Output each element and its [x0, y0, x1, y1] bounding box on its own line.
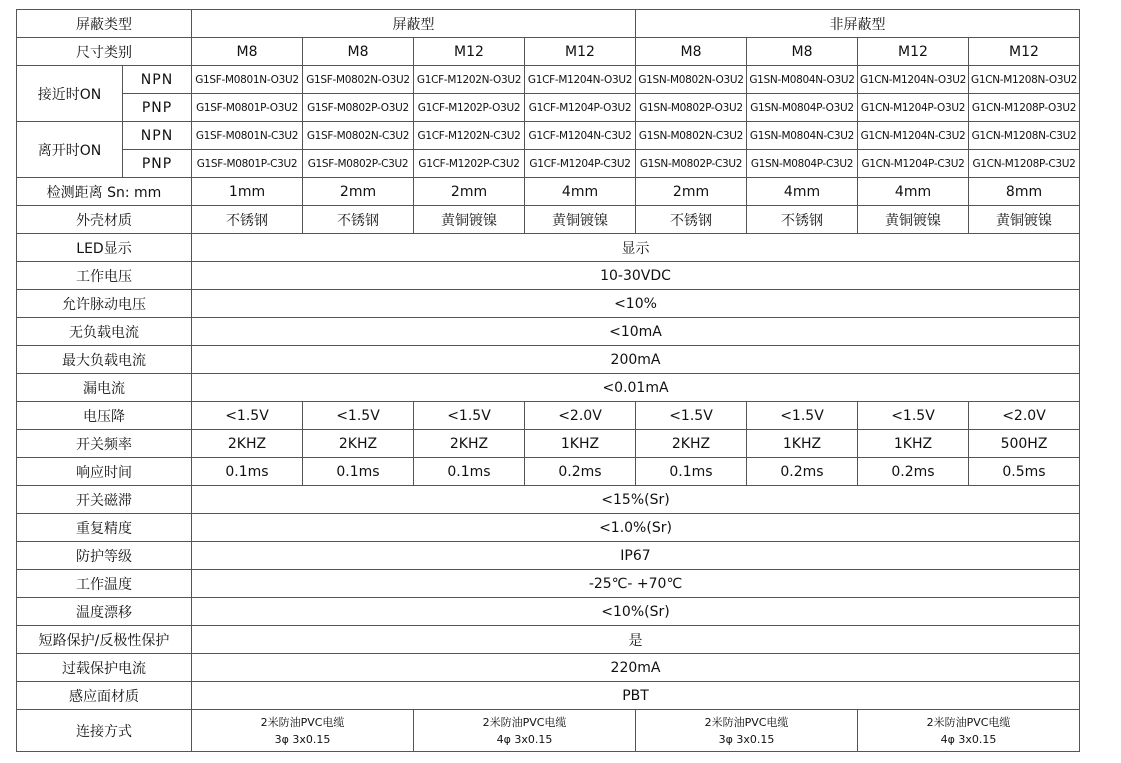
spec-label: LED显示: [17, 234, 192, 262]
part-number-cell: G1SF-M0801N-C3U2: [192, 122, 303, 150]
connection-cell: [636, 710, 858, 752]
spec-value-cell: 8mm: [969, 178, 1080, 206]
spec-value-cell: 0.2ms: [858, 458, 969, 486]
connection-cell: [858, 710, 1080, 752]
spec-value-cell: <1.5V: [636, 402, 747, 430]
spec-label: 工作电压: [17, 262, 192, 290]
spec-value-cell: 500HZ: [969, 430, 1080, 458]
spec-label: 响应时间: [17, 458, 192, 486]
spec-value-cell: <1.5V: [747, 402, 858, 430]
part-number-cell: G1SN-M0804N-C3U2: [747, 122, 858, 150]
spec-value-cell: 4mm: [525, 178, 636, 206]
part-number-cell: G1SN-M0802P-C3U2: [636, 150, 747, 178]
part-number-cell: G1CF-M1204N-C3U2: [525, 122, 636, 150]
part-number-cell: G1SN-M0804N-O3U2: [747, 66, 858, 94]
spec-value-cell: 0.2ms: [747, 458, 858, 486]
spec-value-cell: 2KHZ: [636, 430, 747, 458]
part-number-cell: G1CF-M1202P-O3U2: [414, 94, 525, 122]
cable-spec: 3φ 3x0.15: [274, 732, 331, 746]
part-number-cell: G1CN-M1208P-O3U2: [969, 94, 1080, 122]
spec-row: [17, 514, 1080, 542]
connection-label: 连接方式: [17, 710, 192, 752]
spec-value-cell: 不锈钢: [192, 206, 303, 234]
part-number-cell: G1CF-M1204P-C3U2: [525, 150, 636, 178]
spec-value-cell: 200mA: [192, 346, 1080, 374]
signal-type-label: PNP: [123, 150, 192, 178]
part-number-cell: G1SN-M0802N-O3U2: [636, 66, 747, 94]
cable-spec: 3φ 3x0.15: [718, 732, 775, 746]
part-number-cell: G1SN-M0804P-O3U2: [747, 94, 858, 122]
spec-table: [16, 9, 1080, 752]
part-number-cell: G1CF-M1204N-O3U2: [525, 66, 636, 94]
spec-value-cell: 1KHZ: [747, 430, 858, 458]
spec-table-body: [17, 10, 1080, 752]
spec-value-cell: 0.1ms: [414, 458, 525, 486]
spec-value-cell: 显示: [192, 234, 1080, 262]
output-mode-label: 接近时ON: [17, 66, 123, 122]
spec-value-cell: 不锈钢: [636, 206, 747, 234]
spec-row: [17, 570, 1080, 598]
spec-value-cell: 4mm: [747, 178, 858, 206]
cable-type: 2米防油PVC电缆: [260, 715, 345, 729]
spec-value-cell: <10mA: [192, 318, 1080, 346]
connection-row: [17, 710, 1080, 752]
spec-label: 外壳材质: [17, 206, 192, 234]
spec-label: 检测距离 Sn: mm: [17, 178, 192, 206]
spec-value-cell: <10%(Sr): [192, 598, 1080, 626]
spec-value-cell: <2.0V: [525, 402, 636, 430]
part-number-cell: G1SN-M0802N-C3U2: [636, 122, 747, 150]
part-number-cell: G1CN-M1204P-C3U2: [858, 150, 969, 178]
spec-row: [17, 290, 1080, 318]
spec-label: 允许脉动电压: [17, 290, 192, 318]
spec-label: 电压降: [17, 402, 192, 430]
spec-row: [17, 598, 1080, 626]
size-cell: M8: [303, 38, 414, 66]
spec-value-cell: 1KHZ: [525, 430, 636, 458]
spec-label: 开关磁滞: [17, 486, 192, 514]
shield-type-row: [17, 10, 1080, 38]
spec-label: 工作温度: [17, 570, 192, 598]
part-number-cell: G1CF-M1204P-O3U2: [525, 94, 636, 122]
unshielded-header: 非屏蔽型: [636, 10, 1080, 38]
part-number-cell: G1CN-M1204N-C3U2: [858, 122, 969, 150]
cable-type: 2米防油PVC电缆: [704, 715, 789, 729]
spec-row: [17, 346, 1080, 374]
size-cell: M12: [414, 38, 525, 66]
spec-value-cell: 0.2ms: [525, 458, 636, 486]
signal-type-label: NPN: [123, 66, 192, 94]
spec-value-cell: 0.1ms: [192, 458, 303, 486]
spec-label: 最大负载电流: [17, 346, 192, 374]
spec-value-cell: 2KHZ: [192, 430, 303, 458]
spec-label: 重复精度: [17, 514, 192, 542]
spec-label: 漏电流: [17, 374, 192, 402]
spec-value-cell: 1mm: [192, 178, 303, 206]
part-number-cell: G1SF-M0802P-O3U2: [303, 94, 414, 122]
part-number-cell: G1SF-M0802N-O3U2: [303, 66, 414, 94]
spec-value-cell: 220mA: [192, 654, 1080, 682]
part-number-cell: G1CN-M1204N-O3U2: [858, 66, 969, 94]
connection-cell: [414, 710, 636, 752]
spec-value-cell: 0.1ms: [303, 458, 414, 486]
size-cell: M8: [747, 38, 858, 66]
size-row: [17, 38, 1080, 66]
part-number-cell: G1CN-M1208N-C3U2: [969, 122, 1080, 150]
part-number-cell: G1SF-M0801P-C3U2: [192, 150, 303, 178]
cable-type: 2米防油PVC电缆: [482, 715, 567, 729]
spec-value-cell: 不锈钢: [747, 206, 858, 234]
connection-cell: [192, 710, 414, 752]
spec-label: 防护等级: [17, 542, 192, 570]
signal-type-label: PNP: [123, 94, 192, 122]
part-number-cell: G1SF-M0802P-C3U2: [303, 150, 414, 178]
spec-row: [17, 486, 1080, 514]
size-label: 尺寸类别: [17, 38, 192, 66]
signal-type-label: NPN: [123, 122, 192, 150]
spec-row: [17, 262, 1080, 290]
shield-type-label: 屏蔽类型: [17, 10, 192, 38]
spec-value-cell: <15%(Sr): [192, 486, 1080, 514]
spec-value-cell: -25℃- +70℃: [192, 570, 1080, 598]
spec-label: 无负载电流: [17, 318, 192, 346]
spec-row: [17, 374, 1080, 402]
spec-value-cell: <1.5V: [414, 402, 525, 430]
cable-spec: 4φ 3x0.15: [940, 732, 997, 746]
spec-row: [17, 682, 1080, 710]
spec-value-cell: 10-30VDC: [192, 262, 1080, 290]
part-number-cell: G1SF-M0802N-C3U2: [303, 122, 414, 150]
part-number-row: [17, 94, 1080, 122]
size-cell: M8: [192, 38, 303, 66]
spec-value-cell: 不锈钢: [303, 206, 414, 234]
spec-value-cell: <1.5V: [858, 402, 969, 430]
part-number-cell: G1CN-M1208N-O3U2: [969, 66, 1080, 94]
spec-value-cell: 2KHZ: [414, 430, 525, 458]
spec-value-cell: 黄铜镀镍: [969, 206, 1080, 234]
spec-value-cell: 4mm: [858, 178, 969, 206]
spec-value-cell: 1KHZ: [858, 430, 969, 458]
part-number-cell: G1SN-M0802P-O3U2: [636, 94, 747, 122]
part-number-cell: G1CF-M1202N-C3U2: [414, 122, 525, 150]
spec-value-cell: 2KHZ: [303, 430, 414, 458]
spec-value-cell: PBT: [192, 682, 1080, 710]
spec-value-cell: 黄铜镀镍: [414, 206, 525, 234]
spec-label: 开关频率: [17, 430, 192, 458]
spec-value-cell: 黄铜镀镍: [525, 206, 636, 234]
size-cell: M12: [969, 38, 1080, 66]
part-number-cell: G1SF-M0801P-O3U2: [192, 94, 303, 122]
part-number-cell: G1SF-M0801N-O3U2: [192, 66, 303, 94]
spec-label: 感应面材质: [17, 682, 192, 710]
spec-value-cell: IP67: [192, 542, 1080, 570]
spec-value-cell: 0.5ms: [969, 458, 1080, 486]
spec-label: 短路保护/反极性保护: [17, 626, 192, 654]
cable-type: 2米防油PVC电缆: [926, 715, 1011, 729]
shielded-header: 屏蔽型: [192, 10, 636, 38]
part-number-row: [17, 66, 1080, 94]
spec-row: [17, 458, 1080, 486]
spec-value-cell: <0.01mA: [192, 374, 1080, 402]
part-number-cell: G1CF-M1202N-O3U2: [414, 66, 525, 94]
spec-row: [17, 430, 1080, 458]
spec-row: [17, 178, 1080, 206]
spec-value-cell: 2mm: [636, 178, 747, 206]
part-number-cell: G1SN-M0804P-C3U2: [747, 150, 858, 178]
spec-label: 过载保护电流: [17, 654, 192, 682]
spec-row: [17, 234, 1080, 262]
spec-value-cell: 黄铜镀镍: [858, 206, 969, 234]
size-cell: M8: [636, 38, 747, 66]
part-number-cell: G1CN-M1204P-O3U2: [858, 94, 969, 122]
spec-row: [17, 206, 1080, 234]
spec-row: [17, 654, 1080, 682]
size-cell: M12: [858, 38, 969, 66]
spec-value-cell: 2mm: [303, 178, 414, 206]
cable-spec: 4φ 3x0.15: [496, 732, 553, 746]
output-mode-label: 离开时ON: [17, 122, 123, 178]
spec-row: [17, 626, 1080, 654]
spec-value-cell: <1.5V: [192, 402, 303, 430]
spec-value-cell: <1.0%(Sr): [192, 514, 1080, 542]
part-number-row: [17, 150, 1080, 178]
part-number-cell: G1CN-M1208P-C3U2: [969, 150, 1080, 178]
spec-value-cell: <10%: [192, 290, 1080, 318]
spec-value-cell: <1.5V: [303, 402, 414, 430]
spec-label: 温度漂移: [17, 598, 192, 626]
spec-value-cell: <2.0V: [969, 402, 1080, 430]
spec-row: [17, 542, 1080, 570]
spec-row: [17, 402, 1080, 430]
spec-value-cell: 2mm: [414, 178, 525, 206]
spec-row: [17, 318, 1080, 346]
part-number-row: [17, 122, 1080, 150]
spec-value-cell: 是: [192, 626, 1080, 654]
part-number-cell: G1CF-M1202P-C3U2: [414, 150, 525, 178]
spec-value-cell: 0.1ms: [636, 458, 747, 486]
size-cell: M12: [525, 38, 636, 66]
